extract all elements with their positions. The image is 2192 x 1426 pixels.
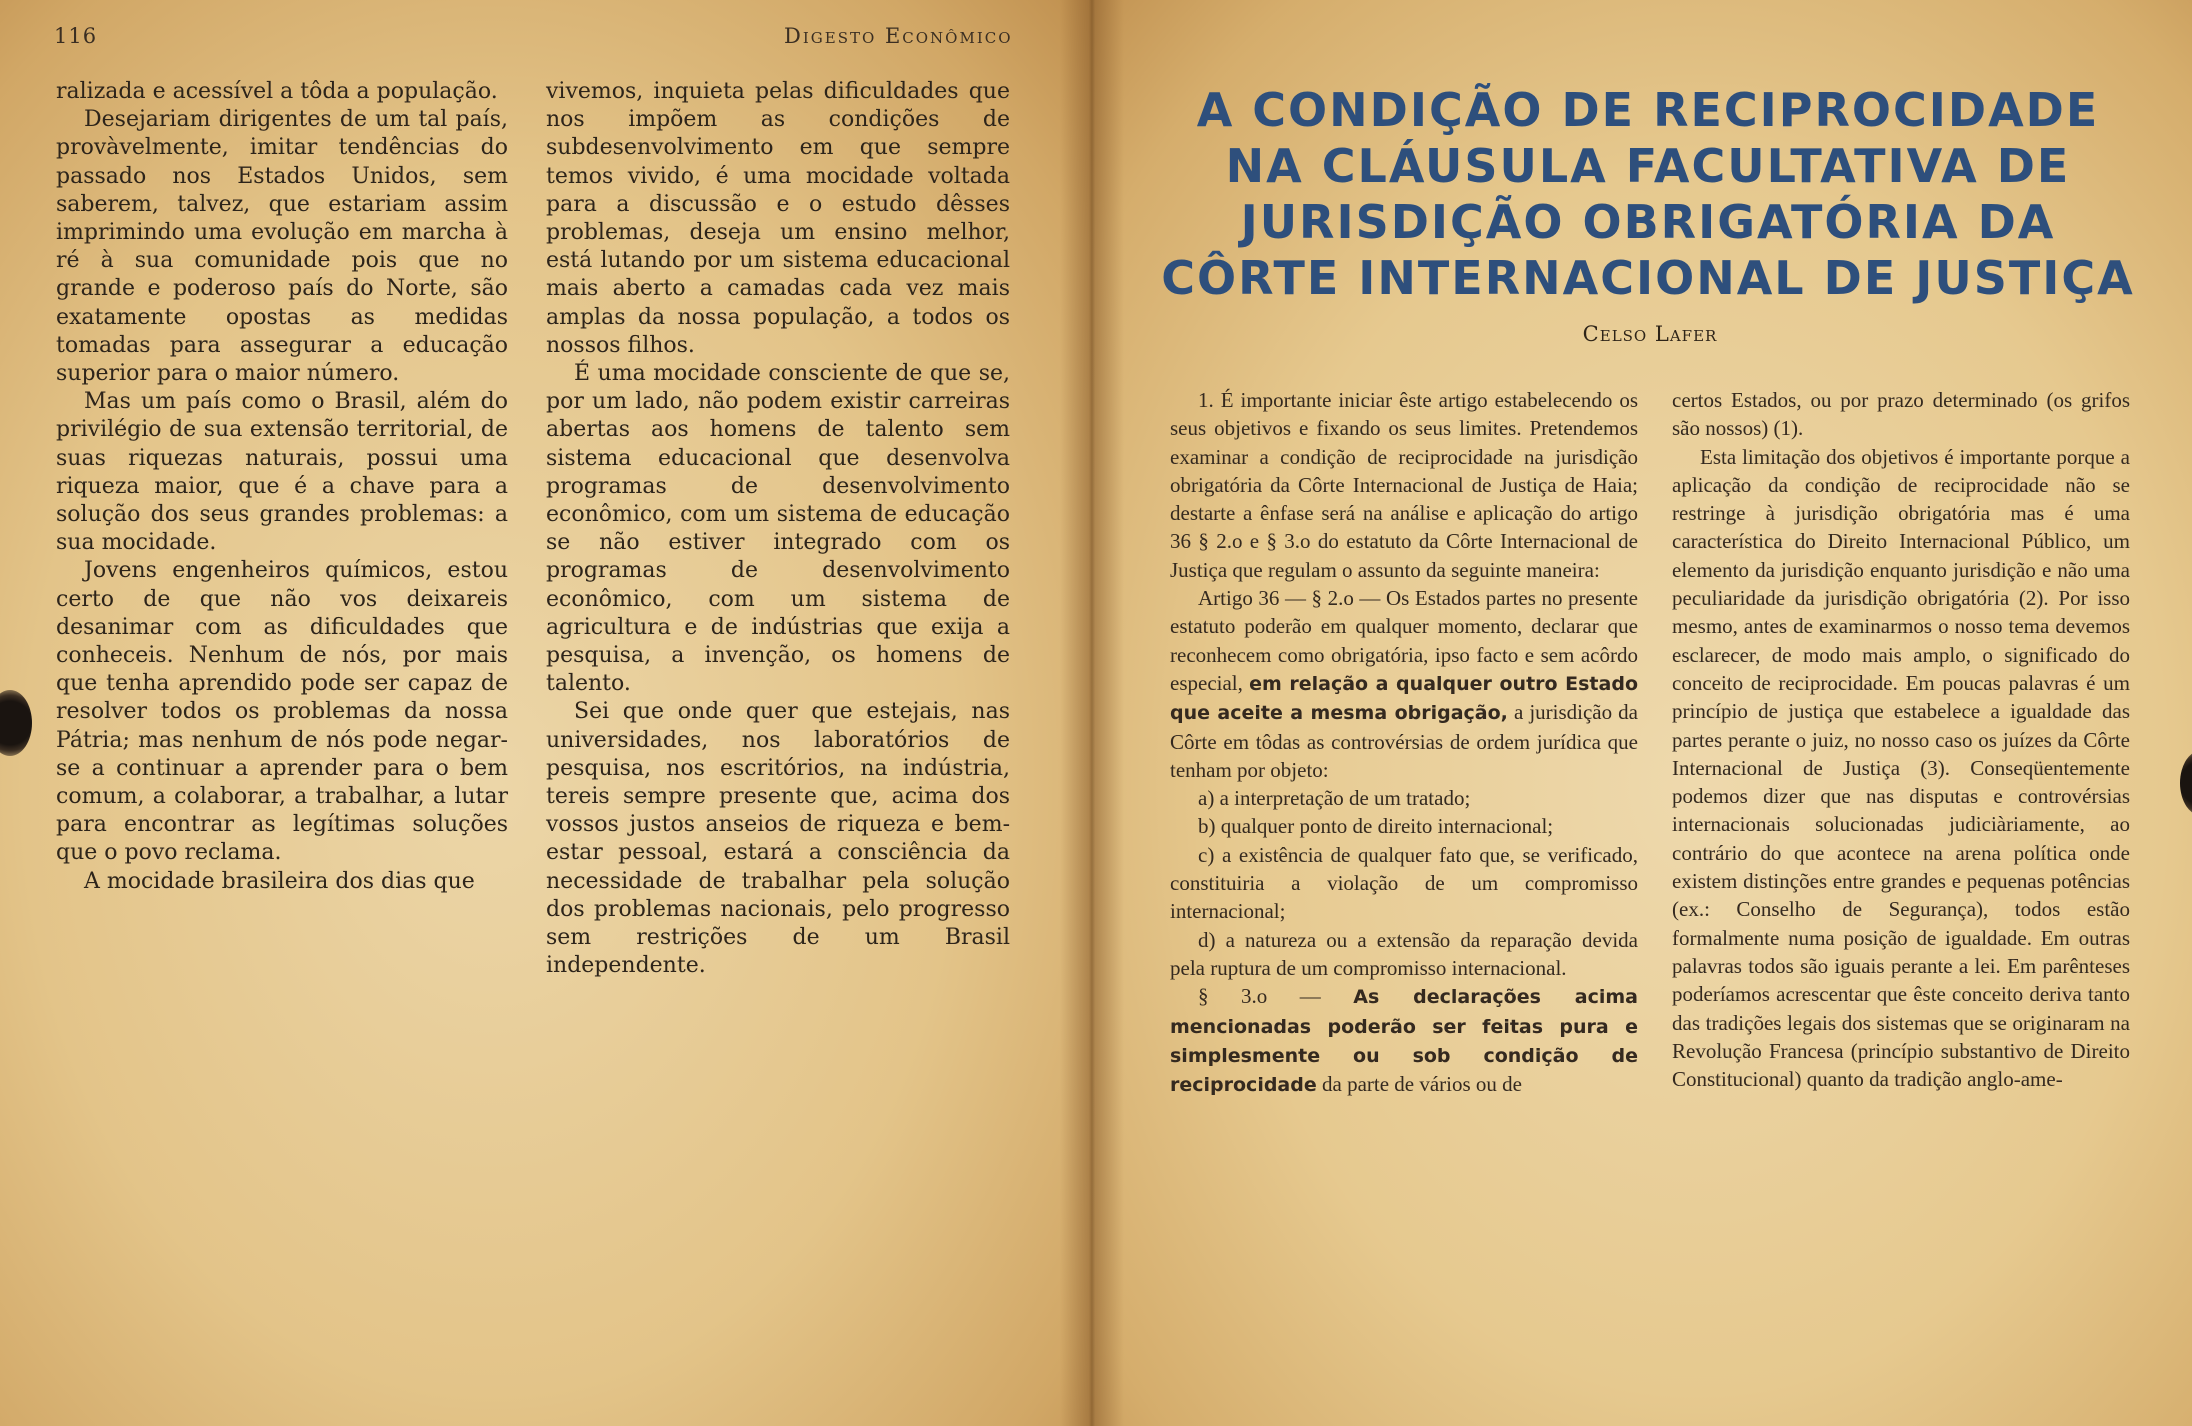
emphasis-text: em relação a qualquer outro Estado que aceite a mesma obrigação, [1170, 672, 1638, 725]
article-title [1150, 82, 2146, 306]
text-span: Artigo 36 — § 2.o — Os Estados partes no presente estatuto poderão em qualquer momento, declarar que reconhecem como obrigatória, ipso facto e sem acôrdo especial, [1170, 586, 1638, 695]
paragraph-section-3 [1170, 982, 1638, 1099]
running-head-journal: Digesto Econômico [784, 24, 1013, 48]
paragraph: Mas um país como o Brasil, além do privilégio de sua extensão territorial, de suas riquezas naturais, possui uma riqueza maior, que é a chave para a solução dos seus grandes problemas: a sua mocidade. [56, 389, 508, 556]
paragraph: Jovens engenheiros químicos, estou certo de que não vos deixareis desanimar com as dificuldades que conheceis. Nenhum de nós, por mais que tenha aprendido pode ser capaz de resolver todos os problemas da nossa Pátria; mas nenhum de nós pode negar-se a continuar a aprender para o bem comum, a colaborar, a trabalhar, a lutar para encontrar as legítimas soluções que o povo reclama. [56, 558, 508, 866]
paragraph: A mocidade brasileira dos dias que [84, 868, 475, 894]
punch-hole [2180, 750, 2192, 816]
punch-hole [0, 690, 32, 756]
paragraph: vivemos, inquieta pelas dificuldades que nos impõem as condições de subdesenvolvimento em que sempre temos vivido, é uma mocidade voltada para a discussão e o estudo dêsses problemas, deseja um ensino melhor, está lutando por um sistema educacional mais aberto a camadas cada vez mais amplas da nossa população, a todos os nossos filhos. [546, 79, 1010, 358]
left-page [0, 0, 1092, 1426]
list-item: d) a natureza ou a extensão da reparação devida pela ruptura de um compromisso internacional. [1170, 927, 1638, 980]
list-item: c) a existência de qualquer fato que, se verificado, constituiria a violação de um compromisso internacional; [1170, 842, 1638, 924]
text-span: da parte de vários ou de [1316, 1072, 1523, 1097]
paragraph: É uma mocidade consciente de que se, por um lado, não podem existir carreiras abertas aos homens de talento sem sistema educacional que desenvolva programas de desenvolvimento econômico, com um sistema de educação se não estiver integrado com os programas de desenvolvimento econômico, com um sistema de agricultura e de indústrias que exija a pesquisa, a invenção, os homens de talento. [546, 361, 1010, 697]
author-name: Celso Lafer [1582, 322, 1718, 346]
title-line: JURISDIÇÃO OBRIGATÓRIA DA [1240, 195, 2056, 249]
page-number: 116 [54, 24, 98, 48]
list-item: b) qualquer ponto de direito internacional; [1198, 814, 1554, 839]
title-line: A CONDIÇÃO DE RECIPROCIDADE [1196, 83, 2100, 137]
paragraph: 1. É importante iniciar êste artigo estabelecendo os seus objetivos e fixando os seus limites. Pretendemos examinar a condição de reciprocidade na jurisdição obrigatória da Côrte Internacional de Justiça de Haia; destarte a ênfase será na análise e aplicação do artigo 36 § 2.o e § 3.o do estatuto da Côrte Internacional de Justiça que regulam o assunto da seguinte maneira: [1170, 388, 1638, 582]
title-line: NA CLÁUSULA FACULTATIVA DE [1225, 139, 2071, 193]
text-column-2 [546, 78, 1010, 981]
title-line: CÔRTE INTERNACIONAL DE JUSTIÇA [1161, 251, 2135, 305]
paragraph: ralizada e acessível a tôda a população. [56, 79, 498, 104]
list-item: a) a interpretação de um tratado; [1198, 786, 1471, 811]
book-gutter [1060, 0, 1124, 1426]
article-column-2 [1672, 386, 2130, 1093]
article-column-1 [1170, 386, 1638, 1099]
text-span: § 3.o — [1198, 984, 1354, 1009]
text-column-1 [56, 78, 508, 896]
text-span: a jurisdição da Côrte em tôdas as controvérsias de ordem jurídica que tenham por objeto: [1170, 700, 1639, 782]
paragraph: Esta limitação dos objetivos é importante porque a aplicação da condição de reciprocidade não se restringe à jurisdição obrigatória mas é uma característica do Direito Internacional Público, um elemento da jurisdição enquanto jurisdição e não uma peculiaridade da jurisdição obrigatória (2). Por isso mesmo, antes de examinarmos o nosso tema devemos esclarecer, de modo mais amplo, o significado do conceito de reciprocidade. Em poucas palavras é um princípio de justiça que estabelece a igualdade das partes perante o juiz, no nosso caso os juízes da Côrte Internacional de Justiça (3). Conseqüentemente podemos dizer que nas disputas e controvérsias internacionais solucionadas judiciàriamente, ao contrário do que acontece na arena política onde existem distinções entre grandes e pequenas potências (ex.: Conselho de Segurança), todos estão formalmente numa posição de igualdade. Em outras palavras todos são iguais perante a lei. Em parênteses poderíamos acrescentar que êste conceito deriva tanto das tradições legais dos sistemas que se originaram na Revolução Francesa (princípio substantivo de Direito Constitucional) quanto da tradição anglo-ame- [1672, 444, 2130, 1092]
paragraph-article-36 [1170, 584, 1638, 784]
paragraph: Desejariam dirigentes de um tal país, provàvelmente, imitar tendências do passado nos Estados Unidos, sem saberem, talvez, que estariam assim imprimindo uma evolução em marcha à ré à sua comunidade pois que no grande e poderoso país do Norte, são exatamente opostas as medidas tomadas para assegurar a educação superior para o maior número. [56, 107, 508, 387]
paragraph: Sei que onde quer que estejais, nas universidades, nos laboratórios de pesquisa, nos escritórios, na indústria, tereis sempre presente que, acima dos vossos justos anseios de riqueza e bem-estar pessoal, estará a consciência da necessidade de trabalhar pela solução dos problemas nacionais, pelo progresso sem restrições de um Brasil independente. [546, 699, 1010, 979]
paragraph: certos Estados, ou por prazo determinado (os grifos são nossos) (1). [1672, 388, 2130, 441]
emphasis-text: As declarações acima mencionadas poderão ser feitas pura e simplesmente ou sob condição de reciprocidade [1170, 986, 1638, 1097]
